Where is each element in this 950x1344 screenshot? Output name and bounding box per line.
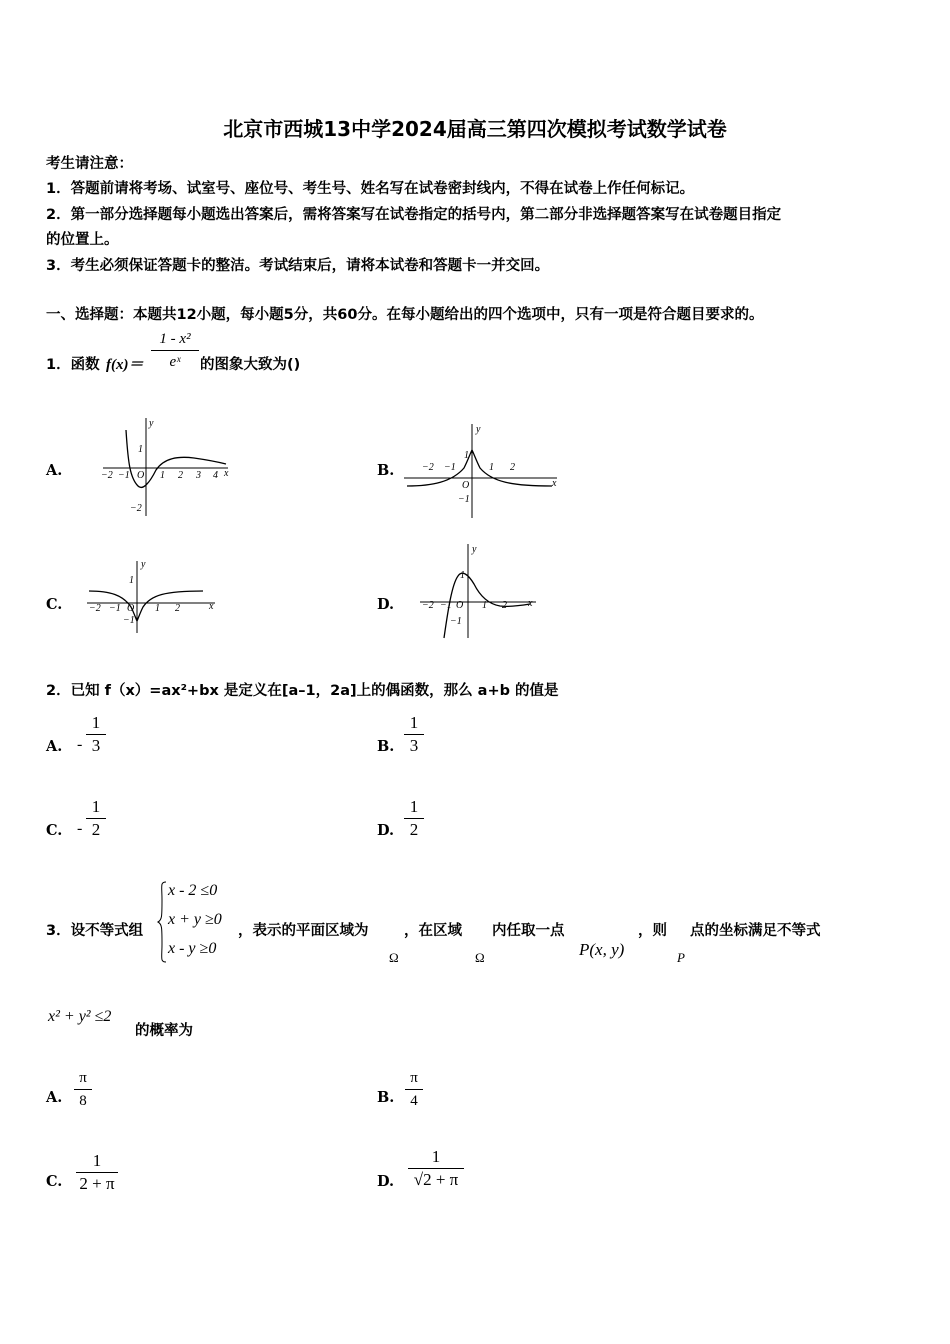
q1-option-c[interactable]: C. xyxy=(46,596,63,613)
notice-item-3: 3．考生必须保证答题卡的整洁。考试结束后，请将本试卷和答题卡一并交回。 xyxy=(46,258,550,274)
q3-option-d[interactable]: D. xyxy=(377,1173,395,1190)
graph-d-tick: 1 xyxy=(460,570,465,581)
graph-d-tick: −2 xyxy=(422,600,434,611)
q3-mid-1: ，表示的平面区域为 xyxy=(238,923,369,939)
graph-b-tick: x xyxy=(552,478,557,489)
q3-c-den: 2 + π xyxy=(76,1172,118,1195)
graph-d-tick: y xyxy=(472,544,477,555)
q2-a-fraction xyxy=(86,712,106,757)
q3-brace xyxy=(156,880,168,964)
graph-d-tick: x xyxy=(528,598,533,609)
q2-d-num: 1 xyxy=(409,797,419,816)
q2-text: 2．已知 f（x）=ax²+bx 是定义在[a–1，2a]上的偶函数，那么 a+b 的值是 xyxy=(46,683,559,699)
q1-fraction xyxy=(151,328,199,373)
q3-c-num: 1 xyxy=(92,1151,102,1170)
q2-option-b[interactable]: B. xyxy=(377,738,395,755)
q2-d-den: 2 xyxy=(404,818,424,841)
graph-a-tick: O xyxy=(137,470,145,481)
graph-a-tick: x xyxy=(224,468,229,479)
q3-point: P(x, y) xyxy=(579,940,625,959)
graph-a-tick: 1 xyxy=(160,470,165,481)
q2-c-sign: - xyxy=(77,820,83,837)
q2-a-sign: - xyxy=(77,736,83,753)
q3-omega-2: Ω xyxy=(475,950,485,965)
q3-d-den: √2 + π xyxy=(408,1168,464,1191)
graph-c-tick: 2 xyxy=(175,603,180,614)
graph-c-tick: y xyxy=(141,559,146,570)
q2-option-a[interactable]: A. xyxy=(46,738,63,755)
q3-mid-4: ，则 xyxy=(638,923,667,939)
graph-a-tick: −1 xyxy=(118,470,130,481)
q3-c-fraction xyxy=(76,1150,118,1195)
q1-prefix: 1．函数 xyxy=(46,357,100,373)
graph-c-tick: −1 xyxy=(109,603,121,614)
q3-mid-2: ，在区域 xyxy=(404,923,462,939)
graph-a-tick: 3 xyxy=(196,470,201,481)
graph-a-tick: −2 xyxy=(101,470,113,481)
graph-c-curve xyxy=(89,591,203,621)
graph-d-tick: −1 xyxy=(440,600,452,611)
q3-ineq-1: x - 2 ≤0 xyxy=(168,882,218,899)
q2-option-c[interactable]: C. xyxy=(46,822,63,839)
q3-ineq-3: x - y ≥0 xyxy=(168,940,217,957)
q3-tail: 的概率为 xyxy=(135,1023,193,1039)
notice-item-1: 1．答题前请将考场、试室号、座位号、考生号、姓名写在试卷密封线内，不得在试卷上作任何标记。 xyxy=(46,181,695,197)
q1-suffix: 的图象大致为() xyxy=(200,357,301,373)
graph-b-tick: −1 xyxy=(458,494,470,505)
q3-option-a[interactable]: A. xyxy=(46,1089,63,1106)
q2-c-den: 2 xyxy=(86,818,106,841)
q3-mid-3: 内任取一点 xyxy=(492,923,565,939)
q3-mid-5: 点的坐标满足不等式 xyxy=(690,923,821,939)
q3-b-num: π xyxy=(410,1070,418,1086)
graph-b-tick: −2 xyxy=(422,462,434,473)
q3-option-b[interactable]: B. xyxy=(377,1089,395,1106)
q1-graph-a xyxy=(98,412,238,520)
q3-prefix: 3．设不等式组 xyxy=(46,923,144,939)
graph-c-tick: −1 xyxy=(123,615,135,626)
graph-b-tick: y xyxy=(476,424,481,435)
notice-item-2-cont: 的位置上。 xyxy=(46,232,119,248)
q2-b-fraction xyxy=(404,712,424,757)
graph-c-tick: O xyxy=(127,603,135,614)
q3-d-num: 1 xyxy=(431,1147,441,1166)
q3-a-den: 8 xyxy=(74,1089,92,1112)
graph-a-tick: −2 xyxy=(130,503,142,514)
q3-omega-1: Ω xyxy=(389,950,399,965)
q2-d-fraction xyxy=(404,796,424,841)
section-heading: 一、选择题：本题共12小题，每小题5分，共60分。在每小题给出的四个选项中，只有一项是符合题目要求的。 xyxy=(46,307,764,323)
q1-graph-b xyxy=(402,420,562,520)
graph-a-tick: 1 xyxy=(138,444,143,455)
q3-a-fraction xyxy=(74,1067,92,1112)
graph-c-tick: −2 xyxy=(89,603,101,614)
graph-d-tick: −1 xyxy=(450,616,462,627)
q3-condition: x² + y² ≤2 xyxy=(48,1008,112,1025)
graph-b-tick: −1 xyxy=(444,462,456,473)
notice-heading: 考生请注意： xyxy=(46,156,133,172)
q1-graph-c xyxy=(85,557,225,637)
q1-numerator: 1 - x² xyxy=(159,331,191,347)
graph-d-tick: 1 xyxy=(482,600,487,611)
graph-d-tick: 2 xyxy=(502,600,507,611)
graph-c-tick: 1 xyxy=(129,575,134,586)
q3-b-fraction xyxy=(405,1067,423,1112)
graph-b-tick: 1 xyxy=(464,450,469,461)
q2-c-num: 1 xyxy=(91,797,101,816)
q3-p: P xyxy=(677,950,685,965)
q2-option-d[interactable]: D. xyxy=(377,822,395,839)
graph-c-tick: 1 xyxy=(155,603,160,614)
graph-a-tick: 2 xyxy=(178,470,183,481)
q3-a-num: π xyxy=(79,1070,87,1086)
q2-b-den: 3 xyxy=(404,734,424,757)
graph-a-tick: 4 xyxy=(213,470,218,481)
q1-option-d[interactable]: D. xyxy=(377,596,395,613)
graph-d-tick: O xyxy=(456,600,464,611)
q1-fx: f(x)＝ xyxy=(106,357,144,373)
page-title: 北京市西城13中学2024届高三第四次模拟考试数学试卷 xyxy=(223,117,727,141)
graph-b-tick: 1 xyxy=(489,462,494,473)
q3-option-c[interactable]: C. xyxy=(46,1173,63,1190)
q2-a-num: 1 xyxy=(91,713,101,732)
q2-a-den: 3 xyxy=(86,734,106,757)
q2-b-num: 1 xyxy=(409,713,419,732)
q1-option-b[interactable]: B. xyxy=(377,462,395,479)
graph-b-tick: O xyxy=(462,480,470,491)
graph-b-tick: 2 xyxy=(510,462,515,473)
graph-a-tick: y xyxy=(149,418,154,429)
q3-ineq-2: x + y ≥0 xyxy=(168,911,222,928)
q1-denominator: eˣ xyxy=(151,350,199,373)
q2-c-fraction xyxy=(86,796,106,841)
q1-graph-d xyxy=(418,540,538,640)
graph-c-tick: x xyxy=(209,601,214,612)
q3-d-fraction xyxy=(408,1146,464,1191)
q1-option-a[interactable]: A. xyxy=(46,462,63,479)
q3-b-den: 4 xyxy=(405,1089,423,1112)
notice-item-2: 2．第一部分选择题每小题选出答案后，需将答案写在试卷指定的括号内，第二部分非选择题答案写在试卷题目指定 xyxy=(46,207,782,223)
